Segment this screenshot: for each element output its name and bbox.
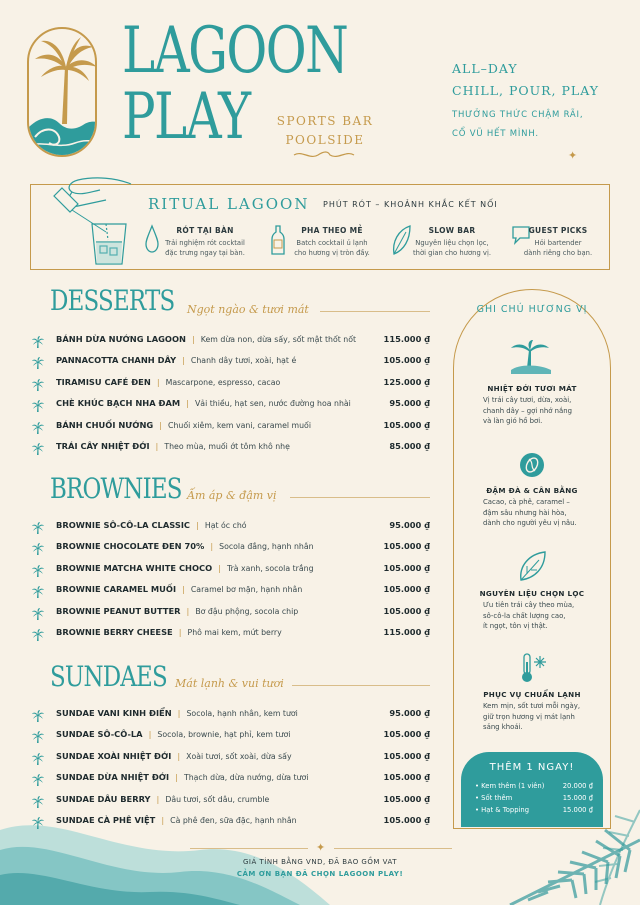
extra-row: • Sốt thêm 15.000 ₫ (475, 794, 593, 802)
separator: | (182, 355, 185, 366)
menu-item-price: 95.000 ₫ (389, 520, 430, 530)
menu-item-name: BROWNIE PEANUT BUTTER | Bơ đậu phộng, socola chip (56, 605, 299, 616)
menu-item-desc: Phô mai kem, mứt berry (187, 628, 282, 637)
tagline: ALL–DAY CHILL, POUR, PLAY (452, 61, 599, 98)
note-title-tropical: NHIỆT ĐỚI TƯƠI MÁT (487, 384, 577, 393)
separator: | (175, 772, 178, 783)
palm-icon (32, 440, 44, 459)
menu-item-price: 125.000 ₫ (383, 376, 430, 387)
menu-item-name: TRÁI CÂY NHIỆT ĐỚI | Theo mùa, muối ớt tôm khô nhẹ (56, 441, 290, 451)
separator: | (191, 334, 195, 344)
menu-item-desc: Dâu tươi, sốt dâu, crumble (165, 794, 270, 804)
menu-item (32, 792, 430, 808)
menu-item-price: 105.000 ₫ (383, 772, 430, 783)
menu-item-desc: Mascarpone, espresso, cacao (165, 377, 281, 387)
menu-item-name: CHÈ KHÚC BẠCH NHA ĐAM | Vải thiều, hạt sen, nước đường hoa nhài (56, 398, 351, 409)
menu-item-name: BÁNH DỪA NƯỚNG LAGOON | Kem dừa non, dừa sấy, sốt mật thốt nốt (56, 334, 357, 344)
menu-item-price: 95.000 ₫ (389, 708, 430, 718)
ritual-col-guest-picks: GUEST PICKS Hỏi bartender dành riêng cho bạn. (523, 226, 593, 257)
palm-icon (32, 540, 44, 559)
palm-icon (32, 419, 44, 438)
tagline-sub: THƯỞNG THỨC CHẬM RÃI, CỔ VŨ HẾT MÌNH. (452, 110, 584, 139)
menu-item-desc: Kem dừa non, dừa sấy, sốt mật thốt nốt (200, 335, 357, 344)
menu-item-name: BROWNIE CARAMEL MUỐI | Caramel bơ mặn, hạnh nhân (56, 584, 303, 595)
separator: | (182, 584, 185, 595)
menu-item-name: SUNDAE DỪA NHIỆT ĐỚI | Thạch dừa, dừa nướng, dừa tươi (56, 772, 309, 783)
menu-item-name: BROWNIE MATCHA WHITE CHOCO | Trà xanh, socola trắng (56, 562, 314, 573)
pouring-hand-icon (26, 170, 146, 270)
separator: | (210, 541, 214, 552)
menu-item (32, 561, 430, 577)
ritual-tagline: PHÚT RÓT – KHOẢNH KHẮC KẾT NỐI (323, 200, 498, 209)
separator: | (177, 708, 181, 718)
separator: | (148, 729, 152, 740)
menu-item-desc: Xoài tươi, sốt xoài, dừa sấy (186, 751, 292, 761)
menu-item-name: TIRAMISU CAFÉ ĐEN | Mascarpone, espresso, cacao (56, 376, 281, 387)
extra-row: • Hạt & Topping 15.000 ₫ (475, 806, 593, 814)
menu-item (32, 706, 430, 722)
menu-item (32, 439, 430, 455)
menu-item-price: 105.000 ₫ (383, 419, 430, 430)
ritual-col-pha-theo-me: PHA THEO MẺ Batch cocktail ủ lạnh cho hương vị tròn đầy. (294, 226, 370, 257)
separator: | (159, 419, 162, 430)
menu-item (32, 770, 430, 786)
ritual-col-rot-tai-ban: RÓT TẠI BÀN Trải nghiệm rót cocktail đặc trưng ngay tại bàn. (165, 226, 245, 257)
sparkle-icon: ✦ (316, 841, 326, 854)
palm-icon (32, 519, 44, 538)
menu-item (32, 396, 430, 412)
separator: | (218, 562, 221, 573)
divider (320, 311, 430, 312)
separator: | (186, 605, 190, 616)
menu-item-desc: Socola đắng, hạnh nhân (219, 542, 314, 552)
menu-item-price: 105.000 ₫ (383, 605, 430, 616)
menu-item-name: SUNDAE DÂU BERRY | Dâu tươi, sốt dâu, crumble (56, 793, 270, 804)
menu-item-desc: Theo mùa, muối ớt tôm khô nhẹ (164, 442, 290, 451)
menu-item-name: SUNDAE SÔ-CÔ-LA | Socola, brownie, hạt phỉ, kem tươi (56, 729, 291, 740)
section-subtitle-sundaes: Mát lạnh & vui tươi (175, 677, 284, 690)
menu-item-name: BROWNIE SÔ-CÔ-LA CLASSIC | Hạt óc chó (56, 520, 247, 530)
divider (292, 685, 430, 686)
menu-item-desc: Chanh dây tươi, xoài, hạt é (190, 356, 297, 366)
menu-item (32, 375, 430, 391)
menu-item-price: 115.000 ₫ (383, 627, 430, 637)
coffee-bean-icon (519, 452, 545, 478)
ritual-title: RITUAL LAGOON (148, 195, 310, 213)
menu-item (32, 582, 430, 598)
palm-icon (32, 354, 44, 373)
separator: | (155, 441, 159, 451)
flourish-icon (292, 150, 356, 160)
flavor-notes-title: GHI CHÚ HƯƠNG VỊ (476, 304, 588, 315)
menu-item (32, 727, 430, 743)
palm-icon (32, 750, 44, 769)
leaf-icon (517, 550, 547, 582)
menu-item-price: 105.000 ₫ (383, 541, 430, 552)
palm-icon (32, 562, 44, 581)
menu-item (32, 813, 430, 829)
separator: | (161, 815, 165, 825)
note-desc-cold: Kem mịn, sốt tươi mỗi ngày, giữ trọn hương vị mát lạnh sảng khoái. (483, 702, 581, 731)
palm-icon (32, 814, 44, 833)
menu-item (32, 625, 430, 641)
palm-icon (32, 771, 44, 790)
section-title-sundaes: SUNDAES (50, 660, 167, 693)
footer-note: GIÁ TÍNH BẰNG VND, ĐÃ BAO GỒM VAT (243, 858, 397, 866)
menu-item-desc: Socola, brownie, hạt phỉ, kem tươi (157, 730, 291, 740)
palm-icon (32, 793, 44, 812)
palm-icon (32, 583, 44, 602)
thermometer-snow-icon (518, 652, 548, 684)
note-title-ingredients: NGUYÊN LIỆU CHỌN LỌC (479, 589, 585, 598)
divider (190, 848, 308, 849)
menu-item-desc: Vải thiều, hạt sen, nước đường hoa nhài (194, 399, 351, 409)
note-desc-tropical: Vị trái cây tươi, dừa, xoài, chanh dây – gợi nhớ nắng và làn gió hồ bơi. (483, 396, 572, 425)
menu-item-name: SUNDAE VANI KINH ĐIỂN | Socola, hạnh nhân, kem tươi (56, 708, 298, 718)
menu-item-price: 105.000 ₫ (383, 793, 430, 804)
menu-item (32, 418, 430, 434)
extras-title: THÊM 1 NGAY! (489, 762, 575, 773)
menu-item-name: BÁNH CHUỐI NƯỚNG | Chuối xiêm, kem vani, caramel muối (56, 419, 311, 430)
menu-item-desc: Caramel bơ mặn, hạnh nhân (190, 585, 303, 595)
section-subtitle-desserts: Ngọt ngào & tươi mát (187, 303, 309, 316)
menu-item-desc: Thạch dừa, dừa nướng, dừa tươi (183, 773, 309, 783)
section-title-brownies: BROWNIES (50, 472, 182, 505)
separator: | (177, 750, 181, 761)
extras-box (461, 752, 603, 827)
divider (290, 497, 430, 498)
menu-item (32, 332, 430, 348)
palm-icon (32, 707, 44, 726)
divider (334, 848, 452, 849)
menu-item-price: 85.000 ₫ (389, 441, 430, 451)
separator: | (186, 398, 189, 409)
menu-item-desc: Chuối xiêm, kem vani, caramel muối (168, 420, 311, 430)
menu-item-price: 105.000 ₫ (383, 729, 430, 740)
palm-icon (32, 376, 44, 395)
menu-item-desc: Socola, hạnh nhân, kem tươi (186, 709, 298, 718)
menu-item (32, 604, 430, 620)
menu-item-name: SUNDAE CÀ PHÊ VIỆT | Cà phê đen, sữa đặc, hạnh nhân (56, 815, 297, 825)
palm-icon (32, 397, 44, 416)
menu-item-desc: Bơ đậu phộng, socola chip (195, 606, 299, 616)
menu-item (32, 353, 430, 369)
extra-row: • Kem thêm (1 viên) 20.000 ₫ (475, 782, 593, 790)
menu-item-name: BROWNIE BERRY CHEESE | Phô mai kem, mứt berry (56, 627, 282, 637)
separator: | (178, 627, 182, 637)
menu-item-name: BROWNIE CHOCOLATE ĐEN 70% | Socola đắng, hạnh nhân (56, 541, 314, 552)
note-desc-rich: Cacao, cà phê, caramel – đậm sâu nhưng hài hòa, dành cho người yêu vị nâu. (483, 498, 577, 527)
section-title-desserts: DESSERTS (50, 284, 175, 317)
section-subtitle-brownies: Ấm áp & đậm vị (187, 489, 277, 502)
palm-island-icon (509, 340, 553, 374)
menu-item-desc: Hạt óc chó (204, 521, 247, 530)
logo (27, 27, 97, 157)
menu-item-desc: Cà phê đen, sữa đặc, hạnh nhân (170, 816, 297, 825)
menu-item-name: SUNDAE XOÀI NHIỆT ĐỚI | Xoài tươi, sốt xoài, dừa sấy (56, 750, 292, 761)
palm-icon (32, 728, 44, 747)
separator: | (196, 520, 199, 530)
droplet-icon (144, 224, 160, 254)
note-title-rich: ĐẬM ĐÀ & CÂN BẰNG (486, 486, 578, 495)
menu-item (32, 539, 430, 555)
separator: | (156, 793, 160, 804)
palm-icon (32, 605, 44, 624)
menu-item (32, 518, 430, 534)
menu-item-name: PANNACOTTA CHANH DÂY | Chanh dây tươi, xoài, hạt é (56, 355, 297, 366)
menu-item (32, 749, 430, 765)
separator: | (156, 376, 160, 387)
ritual-col-slow-bar: SLOW BAR Nguyên liệu chọn lọc, thời gian cho hương vị. (412, 226, 491, 257)
palm-icon (32, 626, 44, 645)
menu-item-price: 105.000 ₫ (383, 355, 430, 366)
menu-item-desc: Trà xanh, socola trắng (226, 563, 314, 573)
brand-title: LAGOON PLAY (122, 14, 348, 154)
menu-item-price: 105.000 ₫ (383, 815, 430, 825)
menu-item-price: 105.000 ₫ (383, 750, 430, 761)
brand-subtitle: SPORTS BAR POOLSIDE (276, 114, 374, 147)
menu-item-price: 95.000 ₫ (389, 398, 430, 409)
note-title-cold: PHỤC VỤ CHUẨN LẠNH (483, 690, 581, 699)
note-desc-ingredients: Ưu tiên trái cây theo mùa, sô-cô-la chất lượng cao, ít ngọt, tôn vị thật. (483, 601, 575, 630)
menu-item-price: 105.000 ₫ (383, 562, 430, 573)
menu-item-price: 115.000 ₫ (383, 334, 430, 344)
footer-thanks: CẢM ƠN BẠN ĐÃ CHỌN LAGOON PLAY! (236, 870, 404, 878)
sparkle-icon: ✦ (568, 149, 578, 162)
menu-item-price: 105.000 ₫ (383, 584, 430, 595)
palm-icon (32, 333, 44, 352)
